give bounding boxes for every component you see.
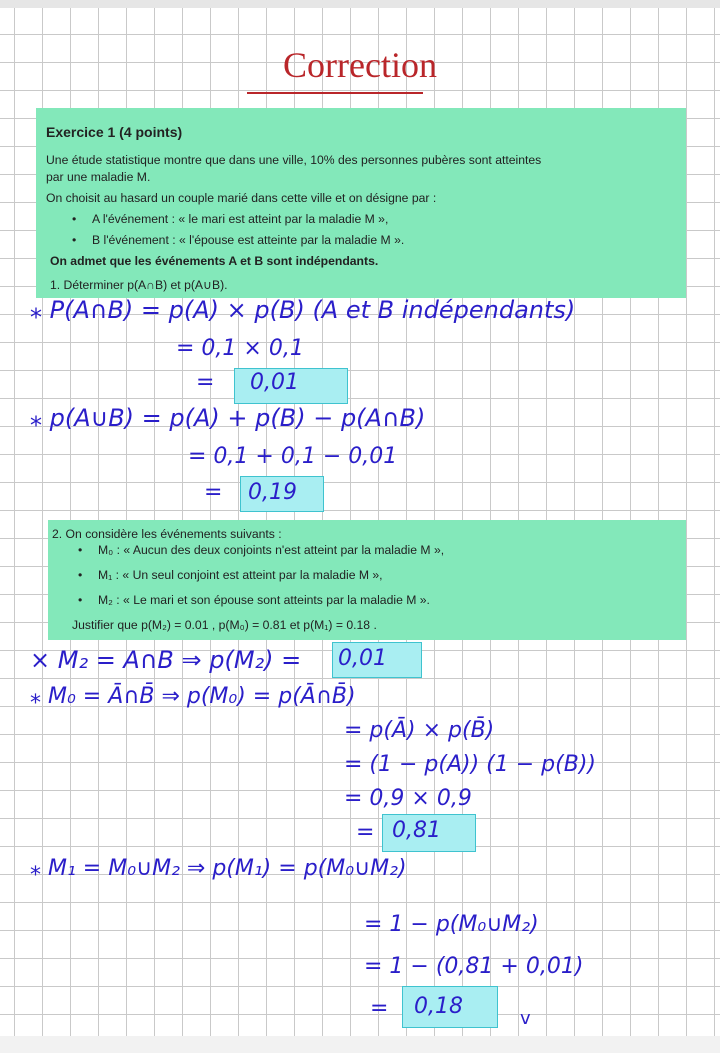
m0-item: • M₀ : « Aucun des deux conjoints n'est atteint par la maladie M », [98,543,444,557]
page-title: Correction [283,45,437,85]
m2-item: • M₂ : « Le mari et son épouse sont atteints par la maladie M ». [98,593,430,607]
hw-answer-2: 0,19 [248,480,297,505]
hw-line-8: ⁎ M₀ = Ā∩B̄ ⇒ p(M₀) = p(Ā∩B̄) [30,684,356,709]
question-2: 2. On considère les événements suivants : [52,527,282,541]
hw-line-5: = 0,1 + 0,1 − 0,01 [188,444,398,469]
hw-answer-3: 0,01 [338,646,387,671]
intro-line-1: Une étude statistique montre que dans une ville, 10% des personnes pubères sont atteintes [46,153,542,167]
hw-line-15: = 1 − (0,81 + 0,01) [364,954,584,979]
intro-line-2: par une maladie M. [46,170,151,184]
bottom-bar [0,1036,720,1053]
independence-statement: On admet que les événements A et B sont indépendants. [50,254,379,268]
hw-line-16-prefix: = [370,996,389,1021]
hw-answer-5: 0,18 [414,994,463,1019]
hw-line-10: = (1 − p(A)) (1 − p(B)) [344,752,596,777]
hw-line-3-prefix: = [196,370,215,395]
top-bar [0,0,720,8]
hw-line-7: × M₂ = A∩B ⇒ p(M₂) = [30,646,302,674]
hw-line-12-prefix: = [356,820,375,845]
title-underline [247,92,423,94]
hw-answer-1: 0,01 [250,370,299,395]
hw-line-1: ⁎ P(A∩B) = p(A) × p(B) (A et B indépendants) [30,296,576,324]
hw-answer-4: 0,81 [392,818,441,843]
m1-item: • M₁ : « Un seul conjoint est atteint par la maladie M », [98,568,383,582]
hw-line-14: = 1 − p(M₀∪M₂) [364,912,539,937]
hw-line-9: = p(Ā) × p(B̄) [344,718,495,743]
event-b-item: • B l'événement : « l'épouse est atteinte par la maladie M ». [92,233,404,247]
hw-line-6-prefix: = [204,480,223,505]
question-1: 1. Déterminer p(A∩B) et p(A∪B). [50,278,228,292]
event-a-item: • A l'événement : « le mari est atteint par la maladie M », [92,212,388,226]
check-mark: v [520,1008,531,1029]
exercise-heading: Exercice 1 (4 points) [46,124,183,140]
hw-line-13: ⁎ M₁ = M₀∪M₂ ⇒ p(M₁) = p(M₀∪M₂) [30,856,407,881]
intro-line-3: On choisit au hasard un couple marié dans cette ville et on désigne par : [46,191,437,205]
hw-line-2: = 0,1 × 0,1 [176,336,304,361]
justify-statement: Justifier que p(M₂) = 0.01 , p(M₀) = 0.81 et p(M₁) = 0.18 . [72,618,377,632]
hw-line-4: ⁎ p(A∪B) = p(A) + p(B) − p(A∩B) [30,404,426,432]
hw-line-11: = 0,9 × 0,9 [344,786,472,811]
